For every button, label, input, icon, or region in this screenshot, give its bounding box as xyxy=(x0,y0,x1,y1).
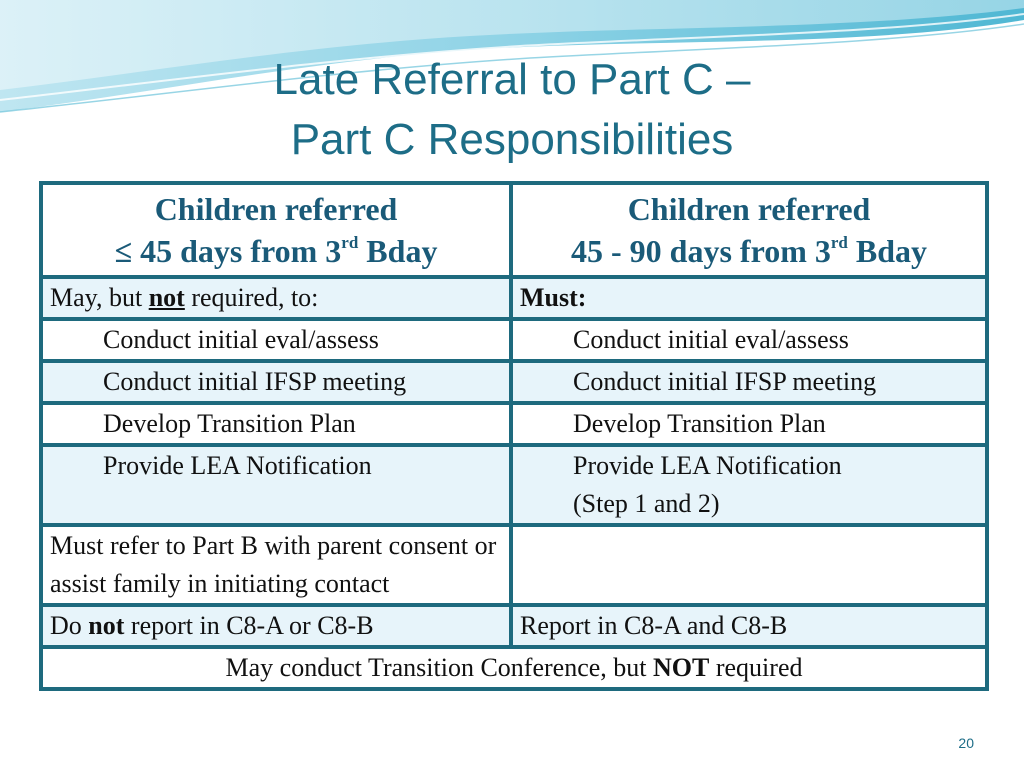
refer-right-cell xyxy=(511,525,987,605)
table-row xyxy=(41,403,987,445)
report-left-cell: Do not report in C8-A or C8-B xyxy=(41,605,511,647)
table-header-row xyxy=(41,183,987,277)
header-col1-line2: ≤ 45 days from 3rd Bday xyxy=(114,233,438,269)
table-row xyxy=(41,445,987,525)
title-line-2: Part C Responsibilities xyxy=(290,115,734,164)
header-col-45-90 xyxy=(511,183,987,277)
task-left-cell: Conduct initial IFSP meeting xyxy=(41,361,511,403)
task-left-cell: Conduct initial eval/assess xyxy=(41,319,511,361)
slide-title xyxy=(0,50,1024,170)
task-left-cell: Provide LEA Notification xyxy=(41,445,511,525)
table-row xyxy=(41,361,987,403)
table-row xyxy=(41,525,987,605)
header-col2-line1: Children referred xyxy=(627,191,871,227)
table-row xyxy=(41,319,987,361)
task-right-cell: Conduct initial eval/assess xyxy=(511,319,987,361)
report-right-cell: Report in C8-A and C8-B xyxy=(511,605,987,647)
task-left-cell: Develop Transition Plan xyxy=(41,403,511,445)
task-right-cell: Develop Transition Plan xyxy=(511,403,987,445)
header-col1-line1: Children referred xyxy=(154,191,398,227)
intro-left-cell: May, but not required, to: xyxy=(41,277,511,319)
header-col2-line2: 45 - 90 days from 3rd Bday xyxy=(571,233,927,269)
page-number: 20 xyxy=(958,735,974,751)
intro-right-cell: Must: xyxy=(511,277,987,319)
header-col-under-45 xyxy=(41,183,511,277)
table-footer-row xyxy=(41,647,987,689)
task-right-cell xyxy=(511,445,987,525)
title-line-1: Late Referral to Part C – xyxy=(273,55,751,104)
table-row xyxy=(41,605,987,647)
footer-cell: May conduct Transition Conference, but NOT required xyxy=(41,647,987,689)
task-right-line2: (Step 1 and 2) xyxy=(573,489,720,518)
responsibilities-table xyxy=(39,181,989,691)
task-right-line1: Provide LEA Notification xyxy=(573,451,842,480)
refer-left-cell: Must refer to Part B with parent consent or assist family in initiating contact xyxy=(41,525,511,605)
table-row xyxy=(41,277,987,319)
task-right-cell: Conduct initial IFSP meeting xyxy=(511,361,987,403)
